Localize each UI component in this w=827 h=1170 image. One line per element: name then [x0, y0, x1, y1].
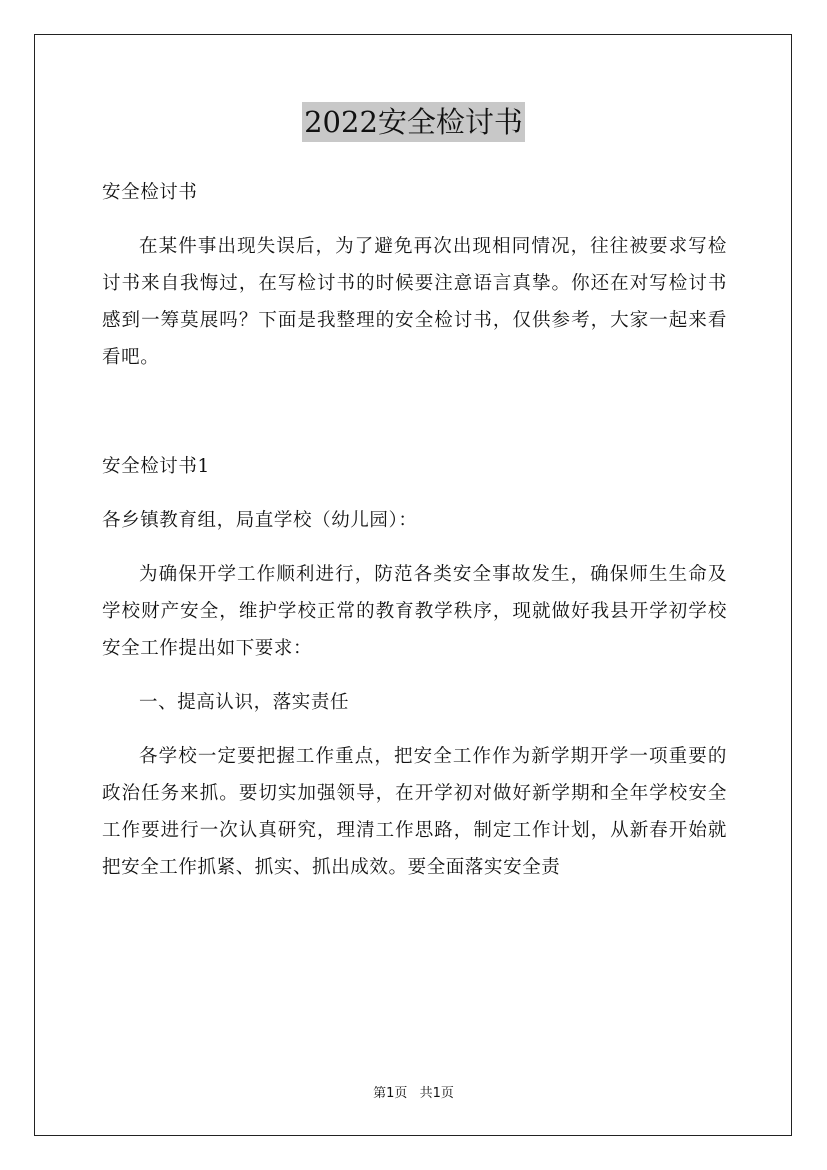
- section-heading: 安全检讨书: [102, 182, 198, 203]
- title-container: [0, 102, 827, 142]
- point-heading: 一、提高认识，落实责任: [139, 692, 350, 713]
- intro-paragraph: 在某件事出现失误后，为了避免再次出现相同情况，往往被要求写检讨书来自我悔过，在写检讨书的时候要注意语言真挚。你还在对写检讨书感到一筹莫展吗？下面是我整理的安全检讨书，仅供参考，大家一起来看看吧。: [102, 236, 727, 368]
- page-number: 第1页: [373, 1086, 408, 1101]
- document-title: 2022安全检讨书: [302, 102, 525, 142]
- subsection-heading: 安全检讨书1: [102, 456, 210, 477]
- body-paragraph: 各学校一定要把握工作重点，把安全工作作为新学期开学一项重要的政治任务来抓。要切实加强领导，在开学初对做好新学期和全年学校安全工作要进行一次认真研究，理清工作思路，制定工作计划，从新春开始就把安全工作抓紧、抓实、抓出成效。要全面落实安全责: [102, 746, 727, 878]
- page-footer: [0, 1082, 827, 1101]
- body-paragraph: 为确保开学工作顺利进行，防范各类安全事故发生，确保师生生命及学校财产安全，维护学校正常的教育教学秩序，现就做好我县开学初学校安全工作提出如下要求：: [102, 564, 727, 659]
- page-total: 共1页: [419, 1086, 454, 1101]
- document-body: [102, 174, 727, 903]
- salutation: 各乡镇教育组，局直学校（幼儿园）：: [102, 510, 418, 531]
